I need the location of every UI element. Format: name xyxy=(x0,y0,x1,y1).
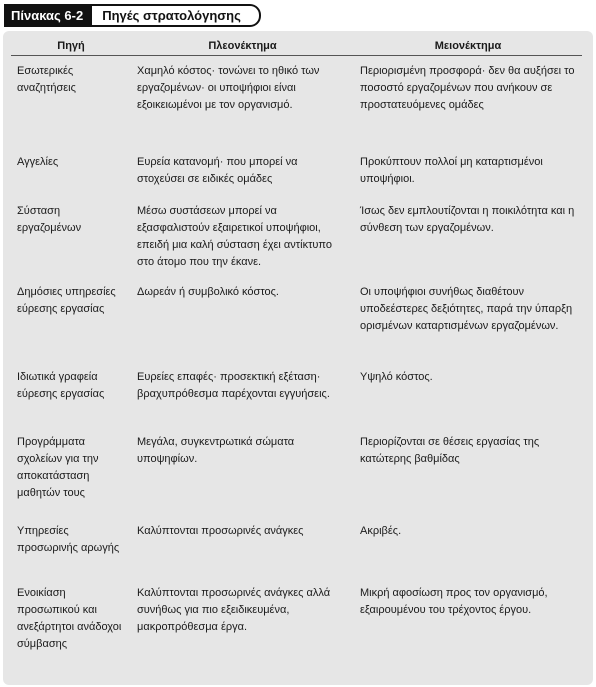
advantage-cell: Μεγάλα, συγκεντρωτικά σώματα υποψηφίων. xyxy=(137,436,295,465)
disadvantage-cell: Οι υποψήφιοι συνήθως διαθέτουν υποδεέστερες δεξιότητες, παρά την ύπαρξη ορισμένων καταρτισμένων εργαζομένων. xyxy=(360,286,573,332)
disadvantage-cell: Μικρή αφοσίωση προς τον οργανισμό, εξαιρουμένου του τρέχοντος έργου. xyxy=(360,587,548,616)
column-header-disadvantage: Μειονέκτημα xyxy=(354,37,582,56)
table-row xyxy=(11,362,582,427)
source-cell: Υπηρεσίες προσωρινής αρωγής xyxy=(17,525,120,554)
table-row xyxy=(11,277,582,362)
disadvantage-cell: Ακριβές. xyxy=(360,525,402,537)
table-row xyxy=(11,516,582,578)
source-cell: Ενοικίαση προσωπικού και ανεξάρτητοι ανάδοχοι σύμβασης xyxy=(17,587,122,650)
disadvantage-cell: Προκύπτουν πολλοί μη καταρτισμένοι υποψήφιοι. xyxy=(360,156,543,185)
source-cell: Σύσταση εργαζομένων xyxy=(17,205,82,234)
disadvantage-cell: Υψηλό κόστος. xyxy=(360,371,433,383)
column-header-source: Πηγή xyxy=(11,37,131,56)
advantage-cell: Χαμηλό κόστος· τονώνει το ηθικό των εργαζομένων· οι υποψήφιοι είναι εξοικειωμένοι με τον οργανισμό. xyxy=(137,65,320,111)
table-number: Πίνακας 6-2 xyxy=(4,4,92,27)
source-cell: Αγγελίες xyxy=(17,156,59,168)
header-row xyxy=(11,37,582,56)
source-cell: Προγράμματα σχολείων για την αποκατάσταση μαθητών τους xyxy=(17,436,99,499)
advantage-cell: Μέσω συστάσεων μπορεί να εξασφαλιστούν εξαιρετικοί υποψήφιοι, επειδή μια καλή σύσταση έχει αντίκτυπο στο άτομο που την έκανε. xyxy=(137,205,332,268)
table-caption xyxy=(4,4,261,27)
advantage-cell: Ευρείες επαφές· προσεκτική εξέταση· βραχυπρόθεσμα παρέχονται εγγυήσεις. xyxy=(137,371,330,400)
disadvantage-cell: Περιορισμένη προσφορά· δεν θα αυξήσει το ποσοστό εργαζομένων που ανήκουν σε προστατευόμενες ομάδες xyxy=(360,65,575,111)
advantage-cell: Καλύπτονται προσωρινές ανάγκες αλλά συνήθως για πιο εξειδικευμένα, μακροπρόθεσμα έργα. xyxy=(137,587,331,633)
column-header-advantage: Πλεονέκτημα xyxy=(131,37,354,56)
table-row xyxy=(11,427,582,516)
advantage-cell: Δωρεάν ή συμβολικό κόστος. xyxy=(137,286,279,298)
source-cell: Ιδιωτικά γραφεία εύρεσης εργασίας xyxy=(17,371,105,400)
source-cell: Δημόσιες υπηρεσίες εύρεσης εργασίας xyxy=(17,286,116,315)
table-title: Πηγές στρατολόγησης xyxy=(92,4,261,27)
advantage-cell: Ευρεία κατανομή· που μπορεί να στοχεύσει σε ειδικές ομάδες xyxy=(137,156,298,185)
table-row xyxy=(11,147,582,196)
table-panel xyxy=(3,31,593,685)
source-cell: Εσωτερικές αναζητήσεις xyxy=(17,65,76,94)
recruitment-sources-table xyxy=(11,37,582,657)
disadvantage-cell: Περιορίζονται σε θέσεις εργασίας της κατώτερης βαθμίδας xyxy=(360,436,540,465)
table-row xyxy=(11,578,582,657)
table-row xyxy=(11,196,582,277)
table-row xyxy=(11,56,582,148)
advantage-cell: Καλύπτονται προσωρινές ανάγκες xyxy=(137,525,304,537)
disadvantage-cell: Ίσως δεν εμπλουτίζονται η ποικιλότητα και η σύνθεση των εργαζομένων. xyxy=(360,205,575,234)
